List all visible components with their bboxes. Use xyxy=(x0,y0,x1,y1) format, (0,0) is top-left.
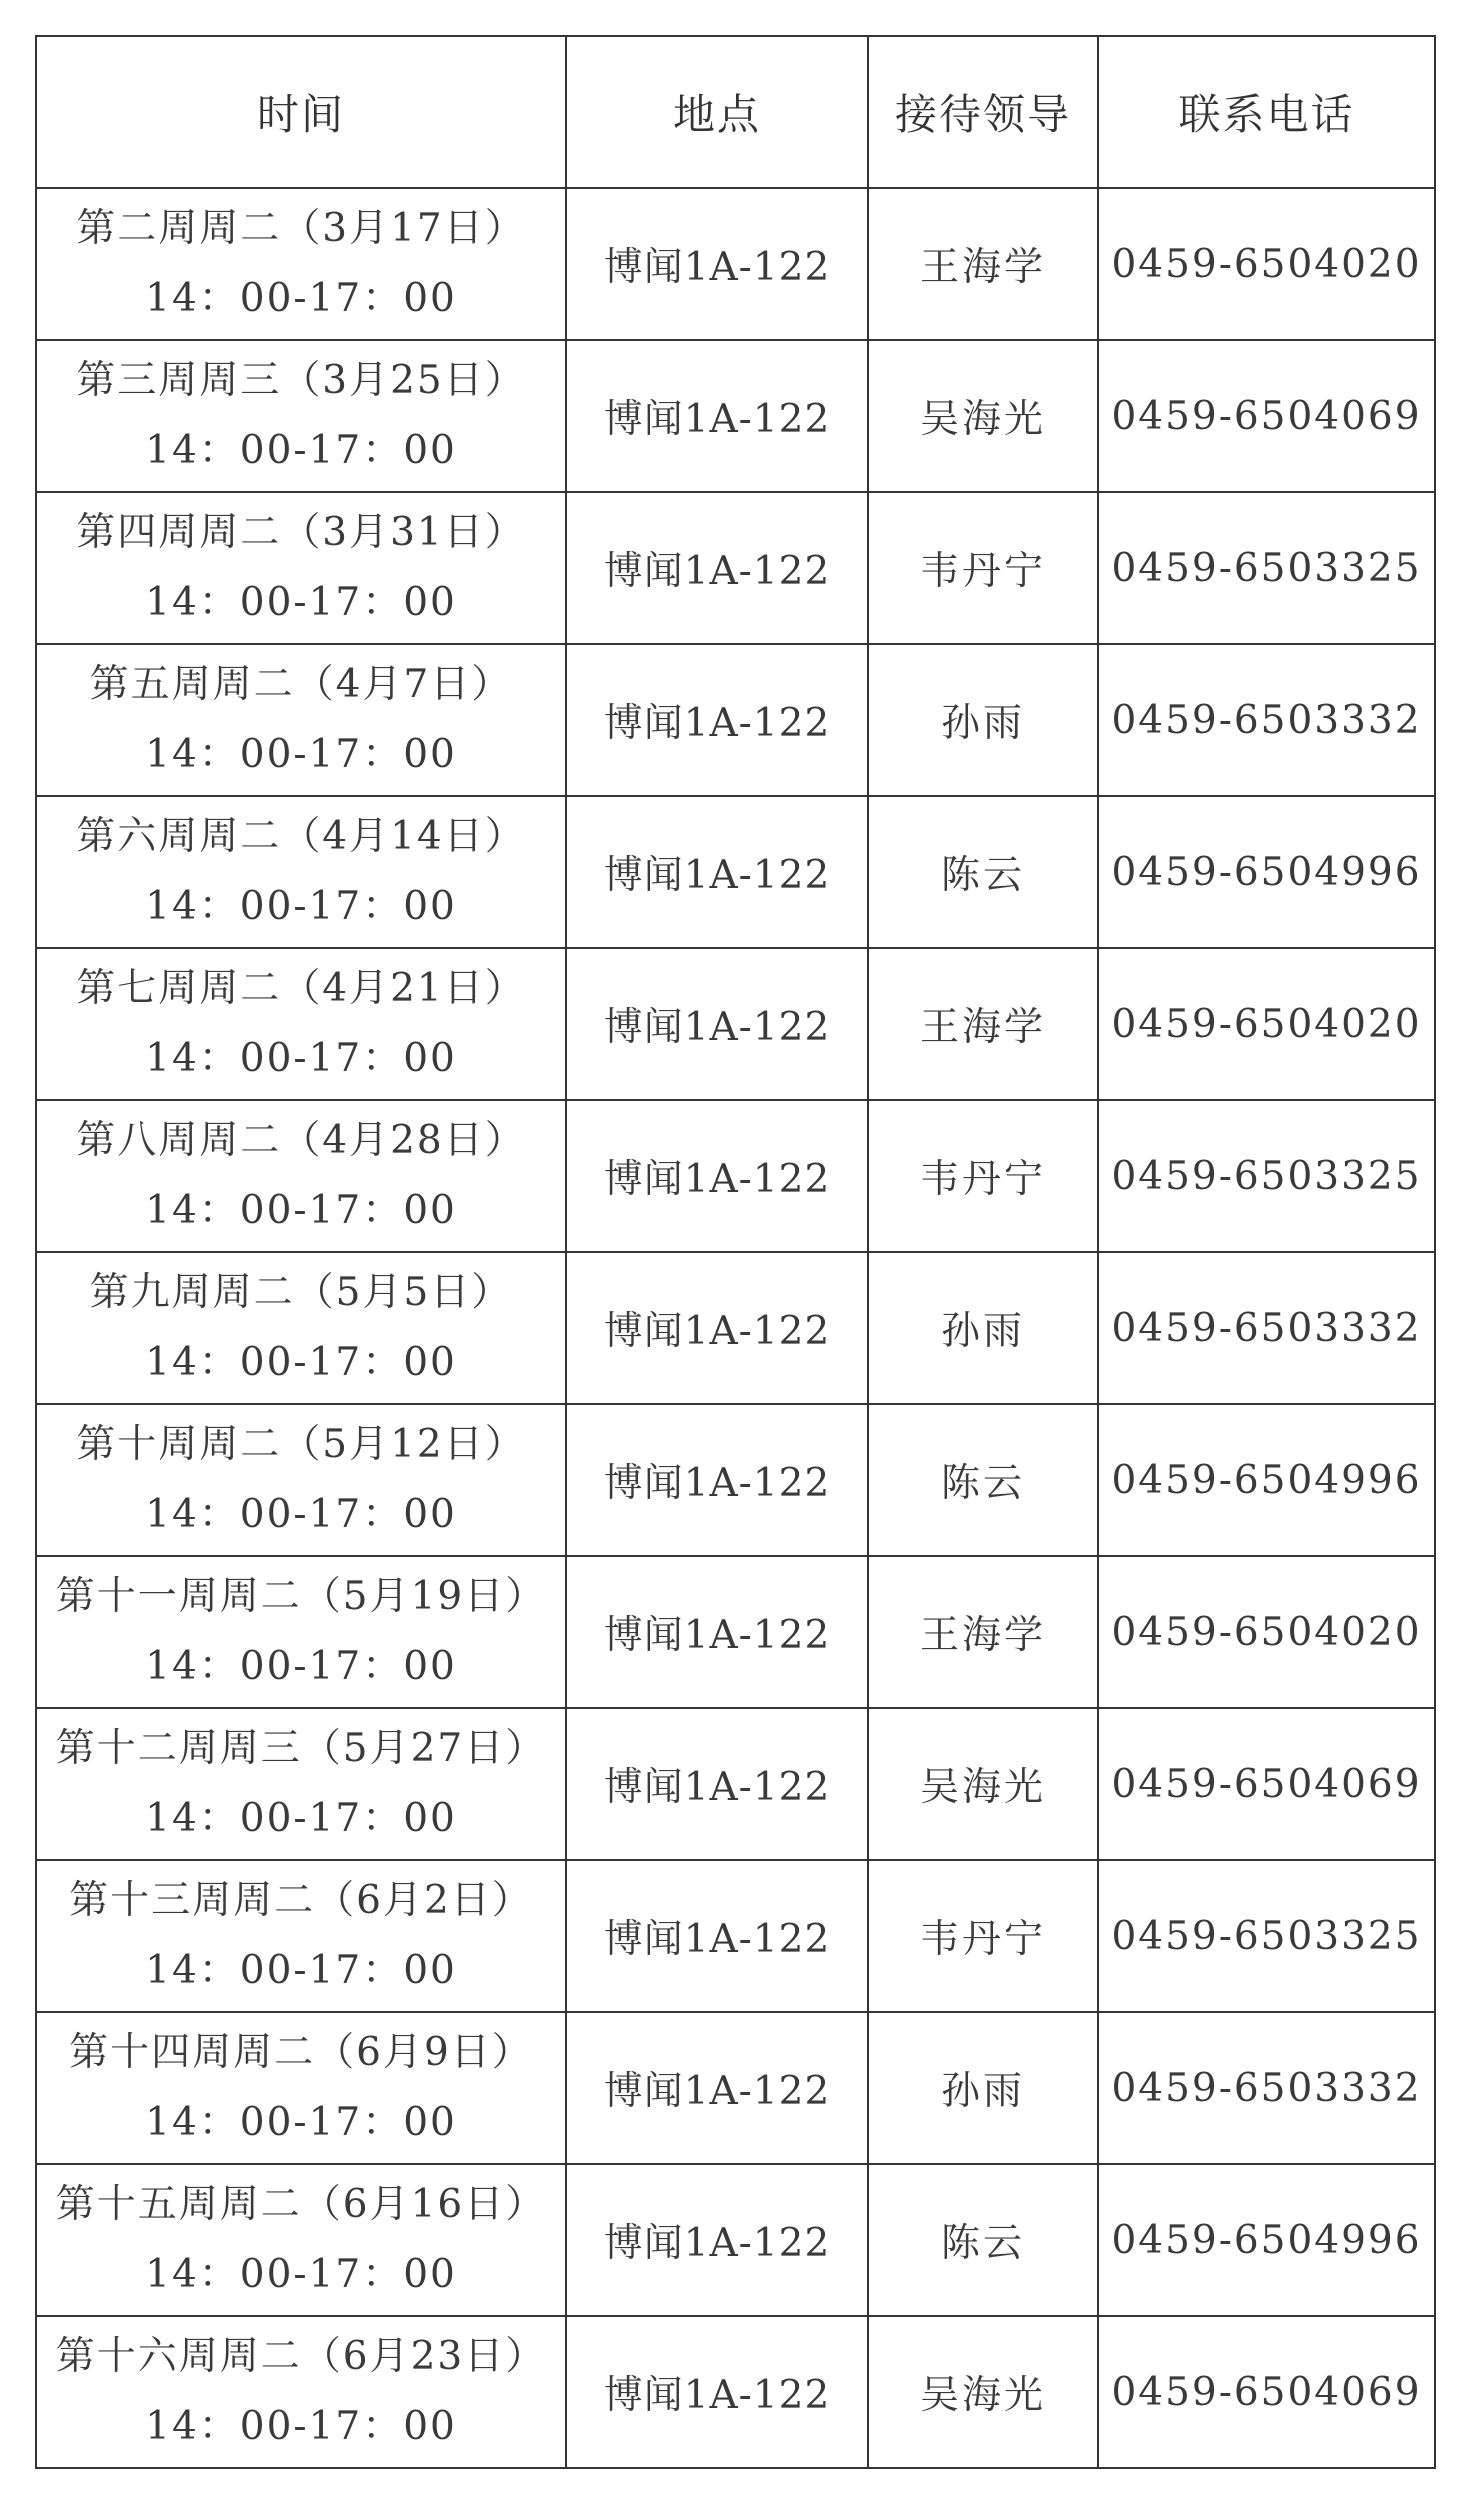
leader-cell: 韦丹宁 xyxy=(868,492,1098,644)
phone-cell: 0459-6503325 xyxy=(1098,1100,1435,1252)
hours-label: 14：00-17：00 xyxy=(145,276,457,321)
week-label: 第十五周周二（6月16日） xyxy=(55,2182,547,2227)
place-cell: 博闻1A-122 xyxy=(566,1708,868,1860)
table-row xyxy=(36,1860,1435,2012)
table-row xyxy=(36,340,1435,492)
week-label: 第四周周二（3月31日） xyxy=(76,510,526,555)
leader-cell: 孙雨 xyxy=(868,644,1098,796)
week-label: 第三周周三（3月25日） xyxy=(76,358,526,403)
time-cell xyxy=(36,492,566,644)
phone-cell: 0459-6504996 xyxy=(1098,1404,1435,1556)
time-cell xyxy=(36,2012,566,2164)
leader-cell: 陈云 xyxy=(868,1404,1098,1556)
hours-label: 14：00-17：00 xyxy=(145,2100,457,2145)
table-row xyxy=(36,492,1435,644)
phone-cell: 0459-6503332 xyxy=(1098,1252,1435,1404)
time-cell xyxy=(36,1100,566,1252)
hours-label: 14：00-17：00 xyxy=(145,2404,457,2449)
time-cell xyxy=(36,644,566,796)
leader-cell: 王海学 xyxy=(868,948,1098,1100)
table-row xyxy=(36,1404,1435,1556)
place-cell: 博闻1A-122 xyxy=(566,2316,868,2468)
phone-cell: 0459-6503325 xyxy=(1098,492,1435,644)
time-cell xyxy=(36,1404,566,1556)
week-label: 第十三周周二（6月2日） xyxy=(69,1878,533,1923)
leader-cell: 韦丹宁 xyxy=(868,1860,1098,2012)
leader-cell: 王海学 xyxy=(868,188,1098,340)
phone-cell: 0459-6504020 xyxy=(1098,1556,1435,1708)
leader-cell: 韦丹宁 xyxy=(868,1100,1098,1252)
place-cell: 博闻1A-122 xyxy=(566,340,868,492)
place-cell: 博闻1A-122 xyxy=(566,492,868,644)
hours-label: 14：00-17：00 xyxy=(145,732,457,777)
place-cell: 博闻1A-122 xyxy=(566,1404,868,1556)
reception-schedule-table xyxy=(35,35,1436,2469)
time-cell xyxy=(36,188,566,340)
week-label: 第五周周二（4月7日） xyxy=(89,662,513,707)
hours-label: 14：00-17：00 xyxy=(145,1036,457,1081)
time-cell xyxy=(36,1556,566,1708)
phone-cell: 0459-6504069 xyxy=(1098,2316,1435,2468)
week-label: 第七周周二（4月21日） xyxy=(76,966,526,1011)
place-cell: 博闻1A-122 xyxy=(566,1860,868,2012)
table-row xyxy=(36,1708,1435,1860)
hours-label: 14：00-17：00 xyxy=(145,1796,457,1841)
week-label: 第十二周周三（5月27日） xyxy=(55,1726,547,1771)
table-row xyxy=(36,1252,1435,1404)
time-cell xyxy=(36,2316,566,2468)
hours-label: 14：00-17：00 xyxy=(145,1188,457,1233)
header-phone: 联系电话 xyxy=(1098,36,1435,188)
phone-cell: 0459-6504069 xyxy=(1098,340,1435,492)
week-label: 第二周周二（3月17日） xyxy=(76,206,526,251)
phone-cell: 0459-6503332 xyxy=(1098,644,1435,796)
header-leader: 接待领导 xyxy=(868,36,1098,188)
phone-cell: 0459-6503332 xyxy=(1098,2012,1435,2164)
place-cell: 博闻1A-122 xyxy=(566,188,868,340)
time-cell xyxy=(36,796,566,948)
week-label: 第十六周周二（6月23日） xyxy=(55,2334,547,2379)
place-cell: 博闻1A-122 xyxy=(566,1252,868,1404)
time-cell xyxy=(36,1708,566,1860)
leader-cell: 陈云 xyxy=(868,796,1098,948)
leader-cell: 孙雨 xyxy=(868,2012,1098,2164)
leader-cell: 吴海光 xyxy=(868,1708,1098,1860)
hours-label: 14：00-17：00 xyxy=(145,1948,457,1993)
place-cell: 博闻1A-122 xyxy=(566,644,868,796)
table-row xyxy=(36,796,1435,948)
hours-label: 14：00-17：00 xyxy=(145,580,457,625)
hours-label: 14：00-17：00 xyxy=(145,428,457,473)
header-place: 地点 xyxy=(566,36,868,188)
table-row xyxy=(36,1556,1435,1708)
place-cell: 博闻1A-122 xyxy=(566,2164,868,2316)
hours-label: 14：00-17：00 xyxy=(145,1492,457,1537)
time-cell xyxy=(36,948,566,1100)
time-cell xyxy=(36,2164,566,2316)
week-label: 第十一周周二（5月19日） xyxy=(55,1574,547,1619)
week-label: 第八周周二（4月28日） xyxy=(76,1118,526,1163)
table-row xyxy=(36,948,1435,1100)
phone-cell: 0459-6504996 xyxy=(1098,796,1435,948)
leader-cell: 王海学 xyxy=(868,1556,1098,1708)
week-label: 第六周周二（4月14日） xyxy=(76,814,526,859)
table-row xyxy=(36,2164,1435,2316)
leader-cell: 孙雨 xyxy=(868,1252,1098,1404)
place-cell: 博闻1A-122 xyxy=(566,1100,868,1252)
table-body xyxy=(36,188,1435,2468)
leader-cell: 陈云 xyxy=(868,2164,1098,2316)
time-cell xyxy=(36,1860,566,2012)
header-row xyxy=(36,36,1435,188)
phone-cell: 0459-6504020 xyxy=(1098,188,1435,340)
hours-label: 14：00-17：00 xyxy=(145,1644,457,1689)
leader-cell: 吴海光 xyxy=(868,2316,1098,2468)
place-cell: 博闻1A-122 xyxy=(566,948,868,1100)
place-cell: 博闻1A-122 xyxy=(566,1556,868,1708)
table-row xyxy=(36,188,1435,340)
table-row xyxy=(36,1100,1435,1252)
hours-label: 14：00-17：00 xyxy=(145,1340,457,1385)
table-row xyxy=(36,644,1435,796)
week-label: 第十四周周二（6月9日） xyxy=(69,2030,533,2075)
place-cell: 博闻1A-122 xyxy=(566,796,868,948)
week-label: 第十周周二（5月12日） xyxy=(76,1422,526,1467)
leader-cell: 吴海光 xyxy=(868,340,1098,492)
hours-label: 14：00-17：00 xyxy=(145,884,457,929)
table-row xyxy=(36,2316,1435,2468)
phone-cell: 0459-6504069 xyxy=(1098,1708,1435,1860)
table-header xyxy=(36,36,1435,188)
header-time: 时间 xyxy=(36,36,566,188)
phone-cell: 0459-6503325 xyxy=(1098,1860,1435,2012)
week-label: 第九周周二（5月5日） xyxy=(89,1270,513,1315)
time-cell xyxy=(36,1252,566,1404)
phone-cell: 0459-6504996 xyxy=(1098,2164,1435,2316)
time-cell xyxy=(36,340,566,492)
hours-label: 14：00-17：00 xyxy=(145,2252,457,2297)
phone-cell: 0459-6504020 xyxy=(1098,948,1435,1100)
place-cell: 博闻1A-122 xyxy=(566,2012,868,2164)
table-row xyxy=(36,2012,1435,2164)
